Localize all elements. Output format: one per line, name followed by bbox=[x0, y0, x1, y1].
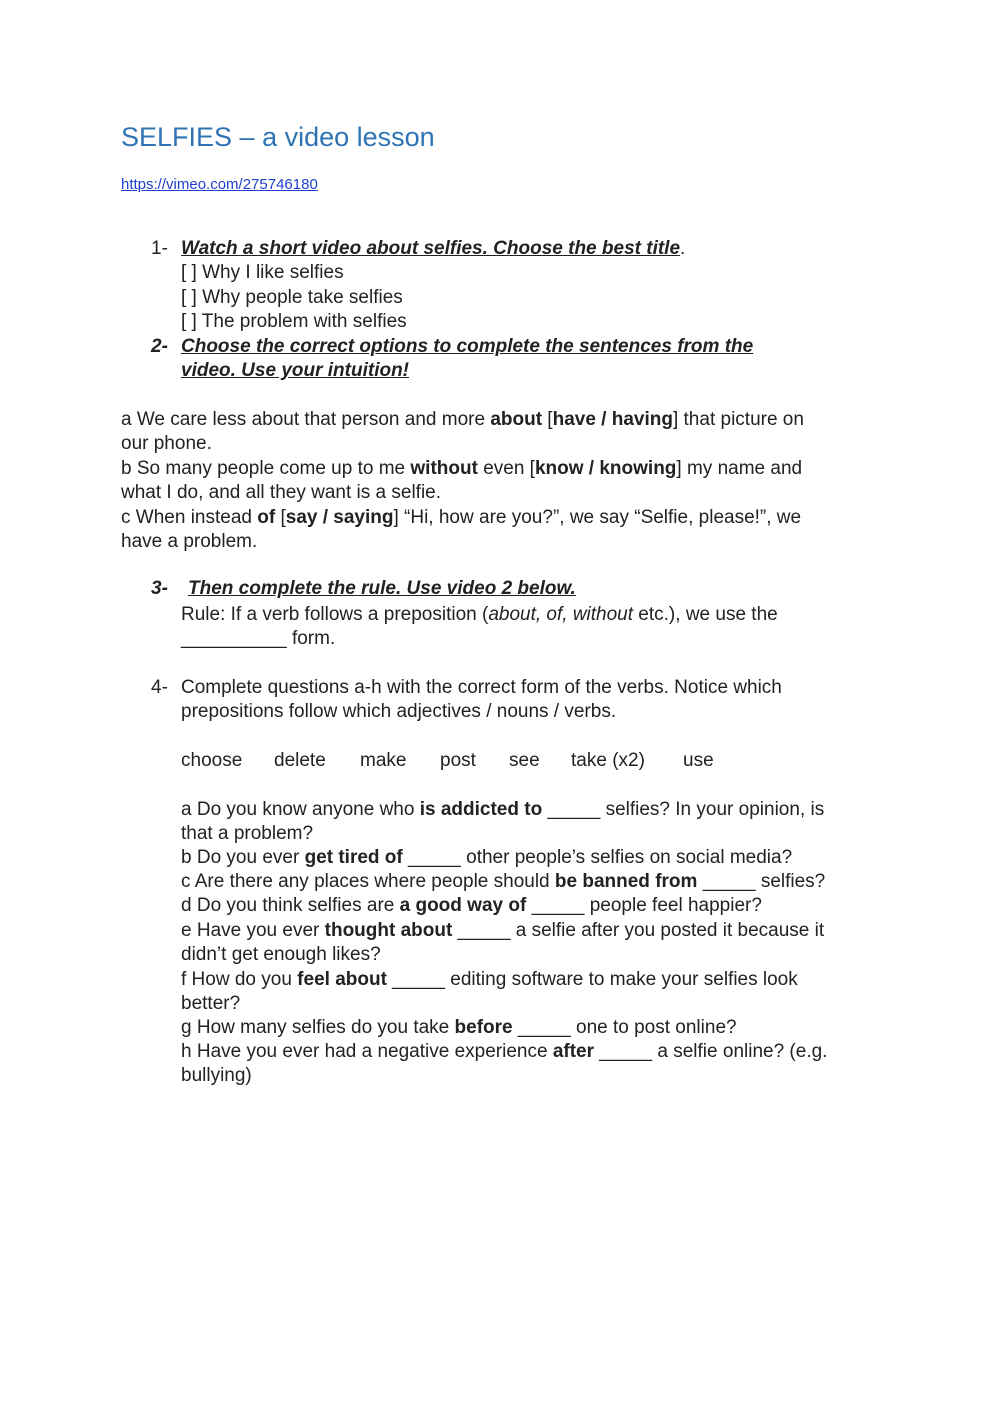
question-b: b Do you ever get tired of _____ other people’s selfies on social media? bbox=[181, 847, 793, 868]
q2-number: 2- bbox=[151, 336, 168, 357]
sentence-b-options[interactable]: know / knowing bbox=[534, 458, 677, 479]
question-a-line-1: a Do you know anyone who is addicted to _____ selfies? In your opinion, is bbox=[181, 799, 825, 820]
q3-rule-line-1: Rule: If a verb follows a preposition (about, of, without etc.), we use the bbox=[181, 604, 778, 625]
q4-number: 4- bbox=[151, 677, 168, 698]
question-h-line-2: bullying) bbox=[181, 1065, 252, 1086]
sentence-a-options[interactable]: have / having bbox=[552, 409, 673, 430]
word-bank-make: make bbox=[360, 750, 407, 771]
question-f-blank[interactable]: _____ editing software to make your selfies look bbox=[386, 969, 798, 990]
question-f-line-1: f How do you feel about _____ editing software to make your selfies look bbox=[181, 969, 798, 990]
q4-instruction-line-1: Complete questions a-h with the correct form of the verbs. Notice which bbox=[181, 677, 782, 698]
word-bank-see: see bbox=[509, 750, 540, 771]
sentence-a-line-2: our phone. bbox=[121, 433, 212, 454]
question-d: d Do you think selfies are a good way of _____ people feel happier? bbox=[181, 895, 762, 916]
q2-instruction-line-1: Choose the correct options to complete the sentences from the bbox=[181, 336, 754, 357]
q3-number: 3- bbox=[151, 578, 168, 599]
question-c: c Are there any places where people should be banned from _____ selfies? bbox=[181, 871, 826, 892]
sentence-b-line-1: b So many people come up to me without even [know / knowing] my name and bbox=[121, 458, 803, 479]
page-title: SELFIES – a video lesson bbox=[121, 122, 435, 152]
question-a-blank[interactable]: _____ selfies? In your opinion, is bbox=[542, 799, 825, 820]
sentence-b-line-2: what I do, and all they want is a selfie. bbox=[121, 482, 442, 503]
question-e-blank[interactable]: _____ a selfie after you posted it because it bbox=[452, 920, 825, 941]
sentence-c-line-2: have a problem. bbox=[121, 531, 258, 552]
q1-option-3[interactable]: [ ] The problem with selfies bbox=[181, 311, 407, 332]
question-h-blank[interactable]: _____ a selfie online? (e.g. bbox=[594, 1041, 828, 1062]
q3-instruction: Then complete the rule. Use video 2 below. bbox=[188, 578, 576, 599]
q1-option-1[interactable]: [ ] Why I like selfies bbox=[181, 262, 344, 283]
q1-number: 1- bbox=[151, 238, 168, 259]
question-a-line-2: that a problem? bbox=[181, 823, 314, 844]
word-bank-choose: choose bbox=[181, 750, 243, 771]
question-g-blank[interactable]: _____ one to post online? bbox=[512, 1017, 737, 1038]
sentence-c-line-1: c When instead of [say / saying] “Hi, how are you?”, we say “Selfie, please!”, we bbox=[121, 507, 802, 528]
question-h-line-1: h Have you ever had a negative experience after _____ a selfie online? (e.g. bbox=[181, 1041, 828, 1062]
q1-period: . bbox=[680, 238, 686, 259]
q2-instruction-line-2: video. Use your intuition! bbox=[181, 360, 410, 381]
word-bank-delete: delete bbox=[274, 750, 326, 771]
sentence-a-line-1: a We care less about that person and more about [have / having] that picture on bbox=[121, 409, 804, 430]
sentence-c-options[interactable]: say / saying bbox=[285, 507, 394, 528]
question-c-blank[interactable]: _____ selfies? bbox=[697, 871, 826, 892]
question-b-blank[interactable]: _____ other people’s selfies on social media? bbox=[402, 847, 793, 868]
question-e-line-2: didn’t get enough likes? bbox=[181, 944, 381, 965]
question-e-line-1: e Have you ever thought about _____ a selfie after you posted it because it bbox=[181, 920, 825, 941]
q3-rule-line-2[interactable]: __________ form. bbox=[181, 628, 336, 649]
question-d-blank[interactable]: _____ people feel happier? bbox=[526, 895, 762, 916]
word-bank-take: take (x2) bbox=[571, 750, 645, 771]
q4-instruction-line-2: prepositions follow which adjectives / nouns / verbs. bbox=[181, 701, 617, 722]
q1-instruction: Watch a short video about selfies. Choose the best title bbox=[181, 238, 681, 259]
q1-instruction-line bbox=[181, 238, 685, 260]
question-g: g How many selfies do you take before _____ one to post online? bbox=[181, 1017, 737, 1038]
question-f-line-2: better? bbox=[181, 993, 241, 1014]
word-bank-use: use bbox=[683, 750, 714, 771]
word-bank-post: post bbox=[440, 750, 476, 771]
video-link[interactable]: https://vimeo.com/275746180 bbox=[121, 176, 318, 193]
q1-option-2[interactable]: [ ] Why people take selfies bbox=[181, 287, 403, 308]
